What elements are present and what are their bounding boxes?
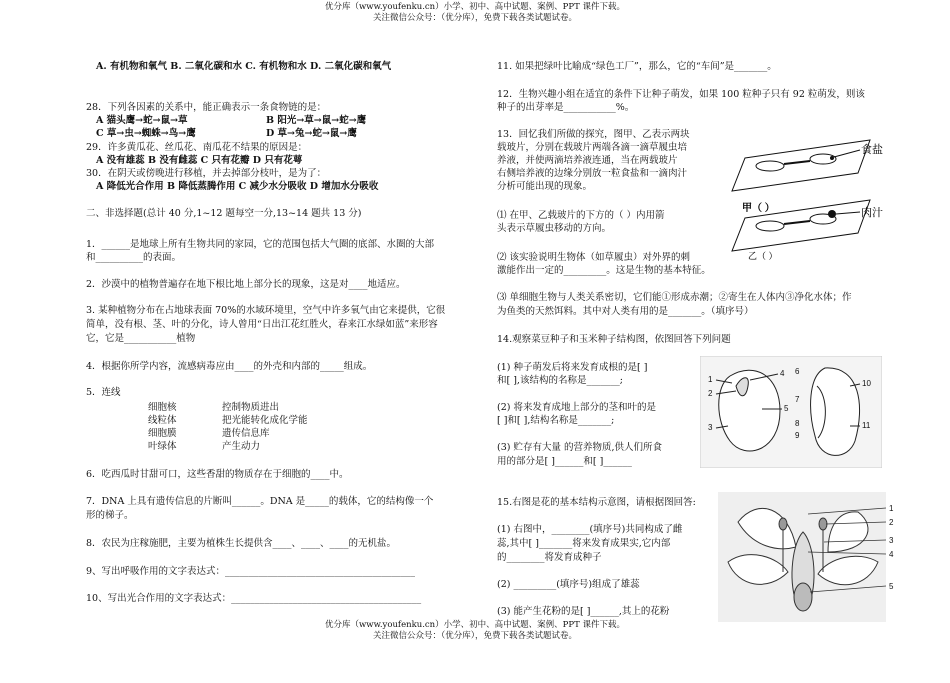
label-salt: 食盐 bbox=[861, 144, 883, 156]
q13-part-2-line-1: ⑵ 该实验说明生物体（如草履虫）对外界的刺 bbox=[497, 252, 691, 263]
q3-line-2: 简单，没有根、茎、叶的分化，诗人曾用“日出江花红胜火，春来江水绿如蓝”来形容 bbox=[86, 319, 438, 330]
q8: 8．农民为庄稼施肥，主要为植株生长提供含____、____、____的无机盐。 bbox=[86, 538, 397, 549]
q13-part-1-line-1: ⑴ 在甲、乙载玻片的下方的（ ）内用箭 bbox=[497, 210, 665, 221]
seed-label-8: 8 bbox=[795, 419, 800, 428]
q14-part-3-line-1: (3) 贮存有大量 的营养物质,供人们所食 bbox=[497, 442, 663, 453]
q5-right-2: 把光能转化成化学能 bbox=[222, 415, 308, 426]
meat-drop bbox=[828, 210, 836, 218]
q29-options: A 没有雄蕊 B 没有雌蕊 C 只有花瓣 D 只有花萼 bbox=[96, 155, 303, 166]
q5-right-1: 控制物质进出 bbox=[222, 402, 280, 413]
bridge-yi bbox=[784, 221, 810, 224]
q28-stem: 28．下列各因素的关系中，能正确表示一条食物链的是： bbox=[86, 102, 327, 113]
q10: 10、写出光合作用的文字表达式：________________________________________ bbox=[86, 593, 422, 604]
q5-right-4: 产生动力 bbox=[222, 441, 261, 452]
label-jia: 甲（ ） bbox=[742, 203, 775, 214]
drop-left-jia bbox=[756, 161, 784, 171]
q3-line-3: 它，它是___________植物 bbox=[86, 333, 196, 344]
flower-label-4: 4 bbox=[889, 550, 894, 559]
q28-option-a: A 猫头鹰→蛇→鼠→草 bbox=[96, 115, 188, 126]
q6: 6．吃西瓜时甘甜可口，这些香甜的物质存在于细胞的____中。 bbox=[86, 469, 349, 480]
q14-part-3-line-2: 用的部分是[ ]______和[ ]______ bbox=[497, 456, 632, 467]
q14-part-1-line-2: 和[ ],该结构的名称是_______; bbox=[497, 375, 623, 386]
q13-intro-4: 右侧培养液的边缘分别放一粒食盐和一滴肉汁 bbox=[497, 168, 688, 179]
anther-right bbox=[819, 518, 827, 530]
q9: 9、写出呼吸作用的文字表达式：________________________________________ bbox=[86, 566, 416, 577]
q29-stem: 29．许多黄瓜花、丝瓜花、南瓜花不结果的原因是： bbox=[86, 142, 308, 153]
seed-label-11: 11 bbox=[862, 421, 871, 430]
seed-label-4: 4 bbox=[780, 369, 785, 378]
q5-left-2: 线粒体 bbox=[148, 415, 177, 426]
q12-line-2: 种子的出芽率是___________%。 bbox=[497, 102, 635, 113]
header-line-2: 关注微信公众号：（优分库），免费下载各类试题试卷。 bbox=[372, 13, 577, 23]
q1-line-2: 和__________的表面。 bbox=[86, 252, 182, 263]
q13-intro-1: 13．回忆我们所做的探究，图甲、乙表示两块 bbox=[497, 129, 690, 140]
salt-grain bbox=[830, 156, 834, 160]
seed-label-1: 1 bbox=[708, 375, 713, 384]
drop-left-yi bbox=[756, 221, 784, 231]
q5-title: 5．连线 bbox=[86, 387, 121, 398]
q14-part-2-line-2: [ ]和[ ],结构名称是_______; bbox=[497, 415, 615, 426]
q15-title: 15.右图是花的基本结构示意图，请根据图回答: bbox=[497, 497, 696, 508]
meat-pointer bbox=[836, 212, 860, 214]
seed-label-10: 10 bbox=[862, 379, 871, 388]
seed-label-3: 3 bbox=[708, 423, 713, 432]
section-2-title: 二、非选择题(总计 40 分,1~12 题每空一分,13~14 题共 13 分) bbox=[86, 208, 362, 219]
q13-part-3-line-2: 为鱼类的天然饵料。其中对人类有用的是_______。（填序号） bbox=[497, 306, 754, 317]
header-line-1: 优分库（www.youfenku.cn）小学、初中、高中试题、案例、PPT 课件下载。 bbox=[325, 2, 625, 12]
flower-label-1: 1 bbox=[889, 504, 894, 513]
q15-part-3: (3) 能产生花粉的是[ ]______,其上的花粉 bbox=[497, 606, 670, 617]
q13-intro-3: 养液，并使两滴培养液连通，当在两载玻片 bbox=[497, 155, 678, 166]
q14-title: 14.观察菜豆种子和玉米种子结构图，依图回答下列问题 bbox=[497, 334, 731, 345]
q30-options: A 降低光合作用 B 降低蒸腾作用 C 减少水分吸收 D 增加水分吸收 bbox=[96, 181, 379, 192]
seed-structure-figure bbox=[700, 356, 882, 468]
q28-option-d: D 草→兔→蛇→鼠→鹰 bbox=[266, 128, 357, 139]
q5-right-3: 遗传信息库 bbox=[222, 428, 270, 439]
slide-jia bbox=[732, 140, 870, 191]
q13-intro-2: 载玻片，分别在载玻片两端各滴一滴草履虫培 bbox=[497, 142, 688, 153]
seed-label-7: 7 bbox=[795, 395, 800, 404]
q28-option-c: C 草→虫→蜘蛛→鸟→鹰 bbox=[96, 128, 196, 139]
corn-seed bbox=[811, 368, 860, 455]
q30-stem: 30．在阴天或傍晚进行移植，并去掉部分枝叶，是为了： bbox=[86, 168, 327, 179]
q12-line-1: 12．生物兴趣小组在适宜的条件下让种子萌发，如果 100 粒种子只有 92 粒萌发，则该 bbox=[497, 89, 865, 100]
q7-line-1: 7．DNA 上具有遗传信息的片断叫______。DNA 是_____的载体，它的结构像一个 bbox=[86, 496, 434, 507]
flower-label-3: 3 bbox=[889, 536, 894, 545]
footer-line-2: 关注微信公众号：（优分库），免费下载各类试题试卷。 bbox=[372, 631, 577, 641]
q5-left-1: 细胞核 bbox=[148, 402, 177, 413]
q15-part-1-line-2: 蕊,其中[ ]_______将来发育成果实,它内部 bbox=[497, 538, 671, 549]
q3-line-1: 3. 某种植物分布在占地球表面 70%的水域环境里，空气中许多氧气由它来提供，它很 bbox=[86, 305, 446, 316]
seed-label-9: 9 bbox=[795, 431, 800, 440]
q5-left-4: 叶绿体 bbox=[148, 441, 177, 452]
q7-line-2: 形的梯子。 bbox=[86, 510, 134, 521]
q15-part-1-line-1: (1) 右图中，________(填序号)共同构成了雌 bbox=[497, 524, 683, 535]
q5-left-3: 细胞膜 bbox=[148, 428, 177, 439]
flower-label-5: 5 bbox=[889, 582, 894, 591]
flower-structure-figure bbox=[718, 492, 898, 622]
q14-part-2-line-1: (2) 将来发育成地上部分的茎和叶的是 bbox=[497, 402, 656, 413]
footer-line-1: 优分库（www.youfenku.cn）小学、初中、高中试题、案例、PPT 课件下载。 bbox=[325, 620, 625, 630]
q13-part-2-line-2: 激能作出一定的_________。这是生物的基本特征。 bbox=[497, 265, 711, 276]
q27-options: A. 有机物和氧气 B. 二氧化碳和水 C. 有机物和水 D. 二氧化碳和氧气 bbox=[96, 61, 392, 72]
label-yi: 乙（ ） bbox=[748, 251, 778, 261]
flower-label-2: 2 bbox=[889, 518, 894, 527]
anther-left bbox=[779, 518, 787, 530]
q11: 11. 如果把绿叶比喻成“绿色工厂”，那么，它的“车间”是_______。 bbox=[497, 61, 777, 72]
bridge-jia bbox=[784, 161, 810, 164]
q28-option-b: B 阳光→草→鼠→蛇→鹰 bbox=[266, 115, 367, 126]
seed-label-2: 2 bbox=[708, 389, 713, 398]
salt-pointer bbox=[834, 150, 860, 157]
label-meat: 肉汁 bbox=[861, 207, 883, 219]
q13-part-3-line-1: ⑶ 单细胞生物与人类关系密切，它们能①形成赤潮；②寄生在人体内③净化水体；作 bbox=[497, 292, 852, 303]
seed-label-6: 6 bbox=[795, 367, 800, 376]
q13-part-1-line-2: 头表示草履虫移动的方向。 bbox=[497, 223, 612, 234]
q15-part-2: (2) _________(填序号)组成了雄蕊 bbox=[497, 579, 640, 590]
q13-intro-5: 分析可能出现的现象。 bbox=[497, 181, 593, 192]
seed-label-5: 5 bbox=[784, 404, 789, 413]
q1-line-1: 1．______是地球上所有生物共同的家园，它的范围包括大气圈的底部、水圈的大部 bbox=[86, 239, 435, 250]
q14-part-1-line-1: (1) 种子萌发后将来发育成根的是[ ] bbox=[497, 362, 648, 373]
q2: 2．沙漠中的植物普遍存在地下根比地上部分长的现象，这是对____地适应。 bbox=[86, 279, 406, 290]
ovary bbox=[794, 583, 812, 611]
slide-experiment-figure bbox=[720, 128, 900, 268]
q15-part-1-line-3: 的________将发育成种子 bbox=[497, 552, 602, 563]
q4: 4．根据你所学内容，流感病毒应由____的外壳和内部的_____组成。 bbox=[86, 361, 373, 372]
